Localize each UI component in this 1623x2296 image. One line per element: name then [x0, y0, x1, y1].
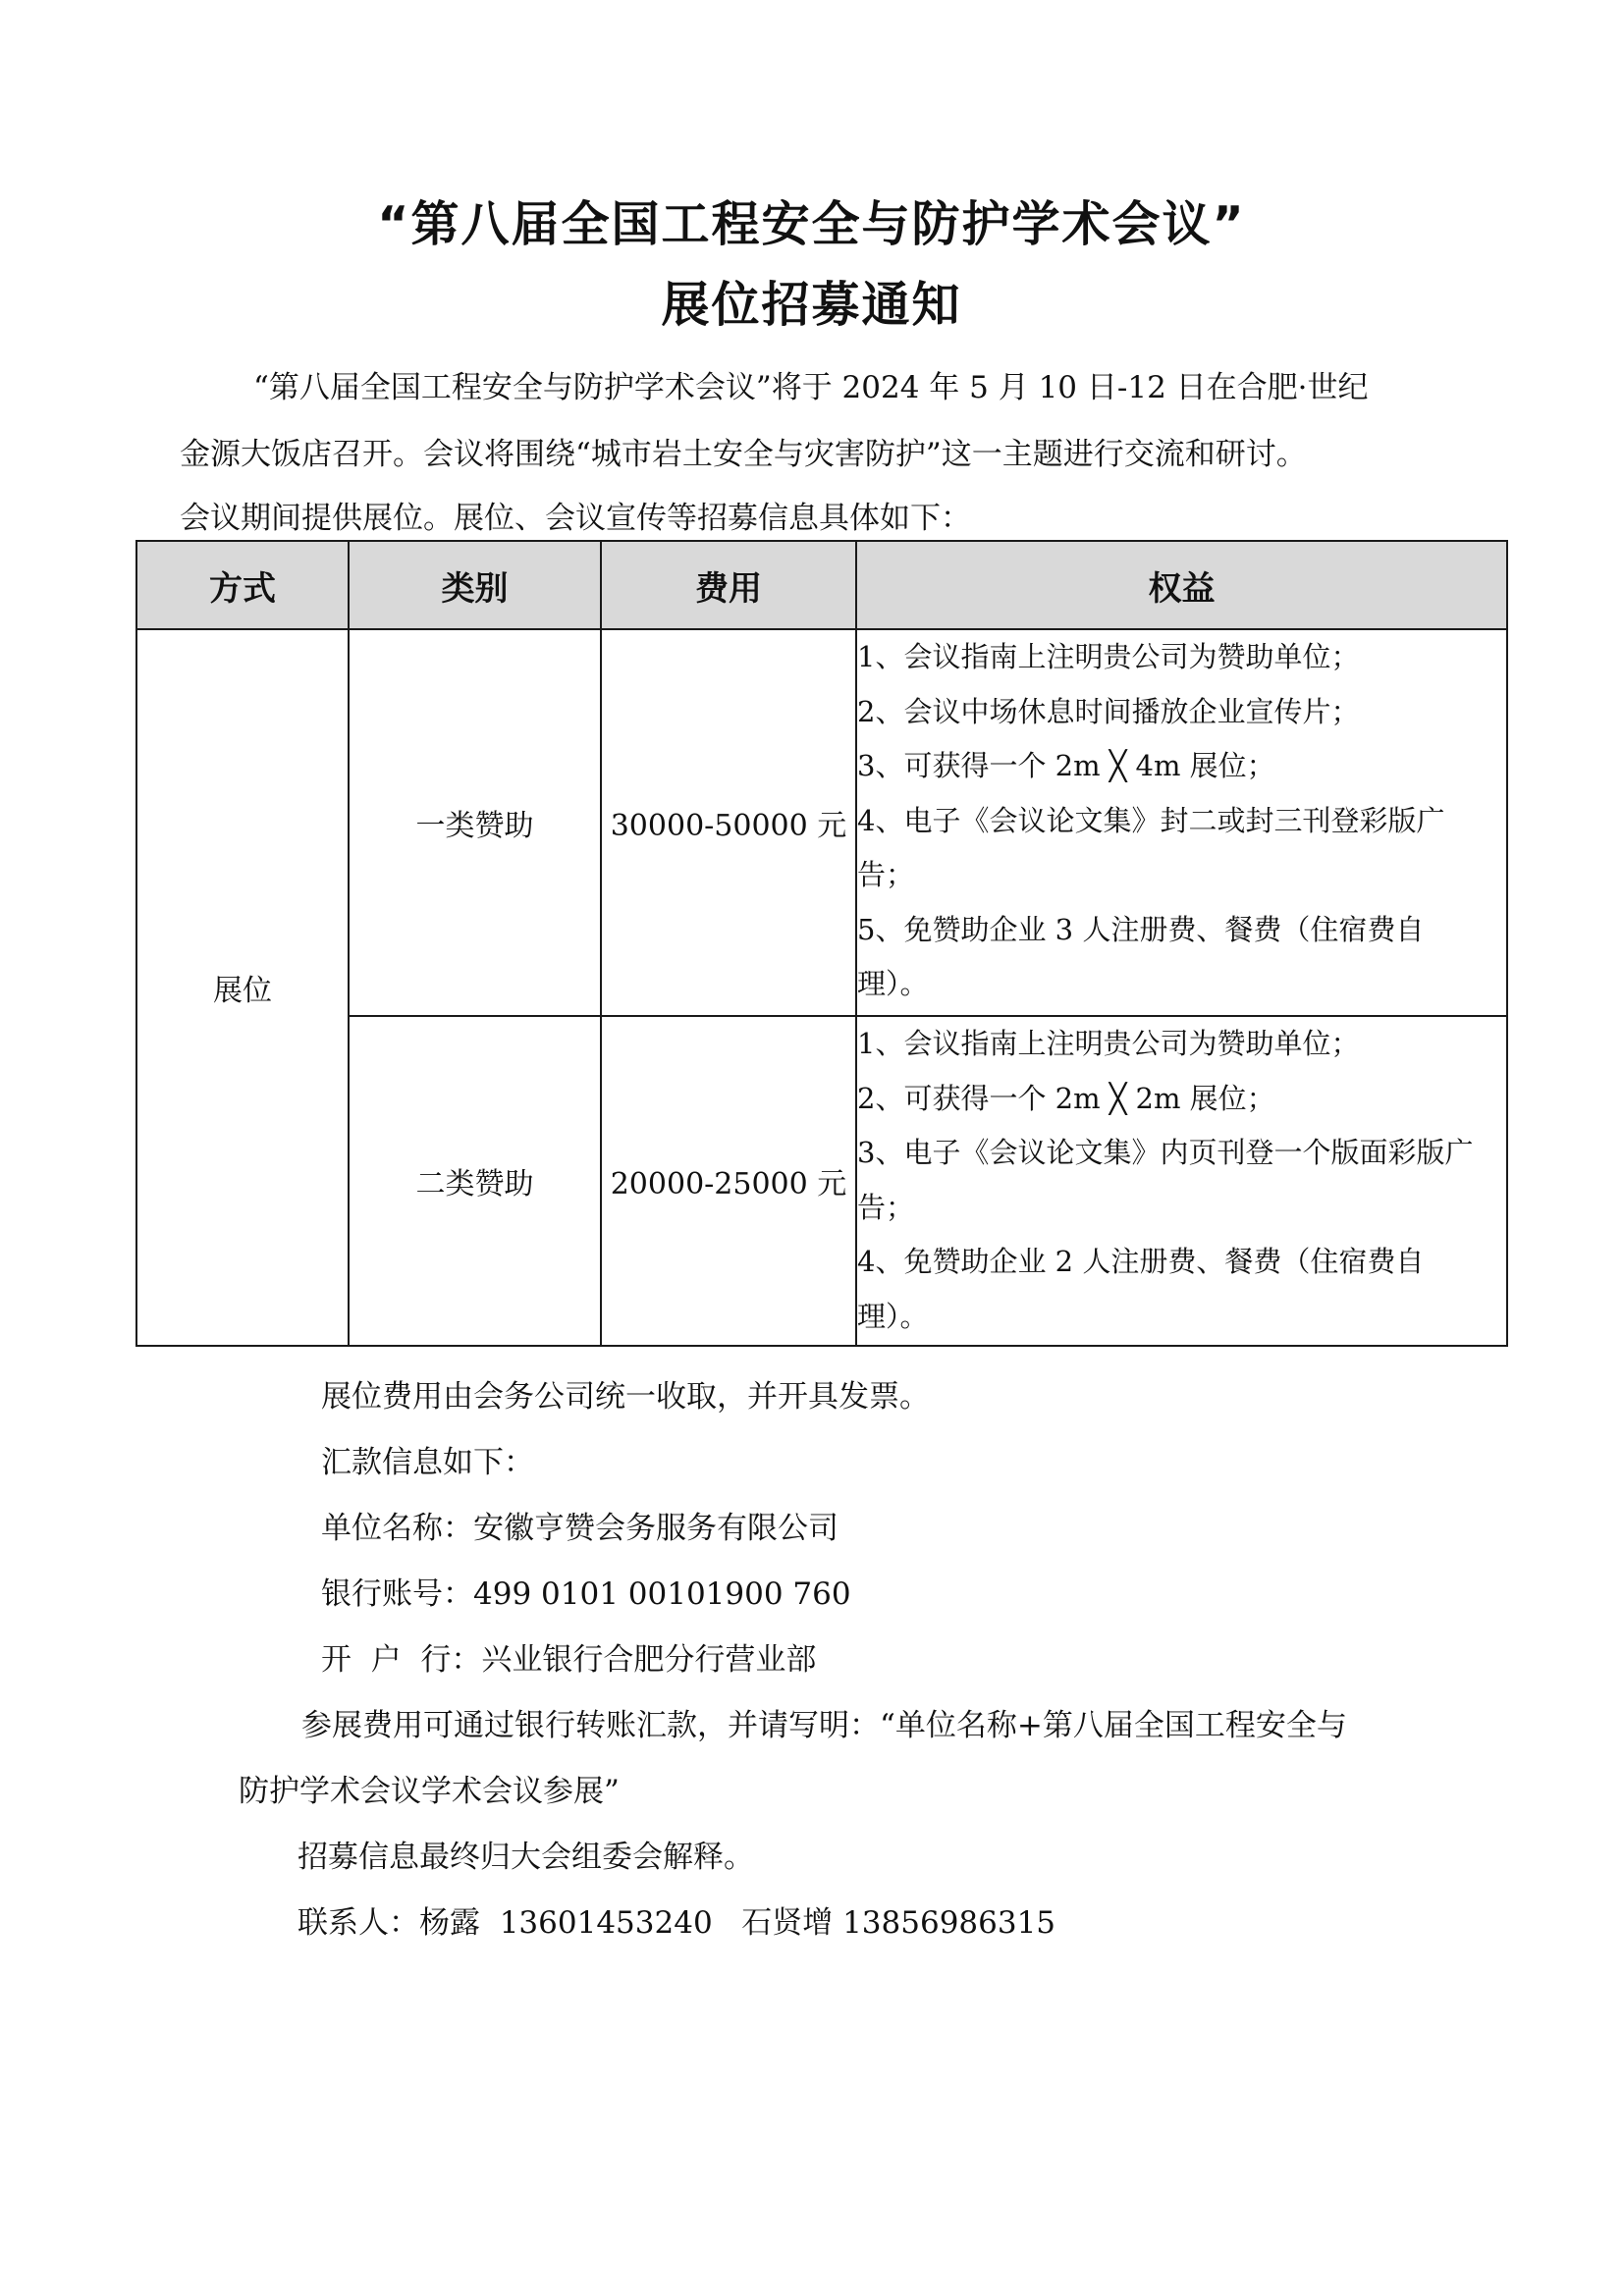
benefit-item: 告； [857, 1190, 915, 1224]
sponsorship-table [135, 540, 1508, 1347]
fee-cell: 20000-25000 元 [601, 1016, 856, 1346]
payment-account: 银行账号：499 0101 00101900 760 [321, 1576, 851, 1612]
fee-cell: 30000-50000 元 [601, 629, 856, 1016]
final-note: 招募信息最终归大会组委会解释。 [298, 1840, 754, 1875]
payment-bank: 开 户 行：兴业银行合肥分行营业部 [321, 1642, 817, 1678]
category-cell: 一类赞助 [349, 629, 601, 1016]
page-title: “第八届全国工程安全与防护学术会议” [377, 196, 1246, 252]
intro-line-3: 会议期间提供展位。展位、会议宣传等招募信息具体如下： [180, 501, 971, 536]
benefit-item: 理）。 [857, 967, 929, 1000]
payment-intro: 汇款信息如下： [321, 1445, 534, 1480]
table-row [136, 629, 1507, 1016]
category-cell: 二类赞助 [349, 1016, 601, 1346]
benefit-item: 2、可获得一个 2m ╳ 2m 展位； [857, 1081, 1275, 1115]
payment-instruction-1: 参展费用可通过银行转账汇款，并请写明：“单位名称+第八届全国工程安全与 [301, 1708, 1347, 1743]
benefit-item: 告； [857, 858, 915, 891]
benefit-item: 1、会议指南上注明贵公司为赞助单位； [857, 1027, 1360, 1060]
header-category: 类别 [349, 541, 601, 629]
benefits-cell [856, 629, 1507, 1016]
benefit-item: 1、会议指南上注明贵公司为赞助单位； [857, 640, 1360, 673]
contacts: 联系人：杨露 13601453240 石贤增 13856986315 [298, 1905, 1056, 1941]
benefits-cell [856, 1016, 1507, 1346]
benefit-item: 3、可获得一个 2m ╳ 4m 展位； [857, 749, 1275, 782]
payment-instruction-2: 防护学术会议学术会议参展” [239, 1774, 620, 1809]
payment-unit: 单位名称：安徽亨赞会务服务有限公司 [321, 1511, 839, 1546]
benefit-item: 4、电子《会议论文集》封二或封三刊登彩版广 [857, 803, 1445, 837]
benefit-item: 5、免赞助企业 3 人注册费、餐费（住宿费自 [857, 912, 1425, 946]
benefit-item: 理）。 [857, 1299, 929, 1333]
table-header-row [136, 541, 1507, 629]
header-method: 方式 [136, 541, 349, 629]
payment-note: 展位费用由会务公司统一收取，并开具发票。 [321, 1379, 930, 1415]
benefit-item: 4、免赞助企业 2 人注册费、餐费（住宿费自 [857, 1245, 1425, 1278]
intro-line-2: 金源大饭店召开。会议将围绕“城市岩土安全与灾害防护”这一主题进行交流和研讨。 [180, 437, 1307, 472]
header-fee: 费用 [601, 541, 856, 629]
intro-line-1: “第八届全国工程安全与防护学术会议”将于 2024 年 5 月 10 日-12 日在合肥·世纪 [253, 370, 1369, 405]
benefit-item: 2、会议中场休息时间播放企业宣传片； [857, 694, 1360, 728]
header-benefits: 权益 [856, 541, 1507, 629]
page-subtitle: 展位招募通知 [661, 277, 962, 333]
benefit-item: 3、电子《会议论文集》内页刊登一个版面彩版广 [857, 1136, 1474, 1169]
method-cell: 展位 [136, 629, 349, 1346]
